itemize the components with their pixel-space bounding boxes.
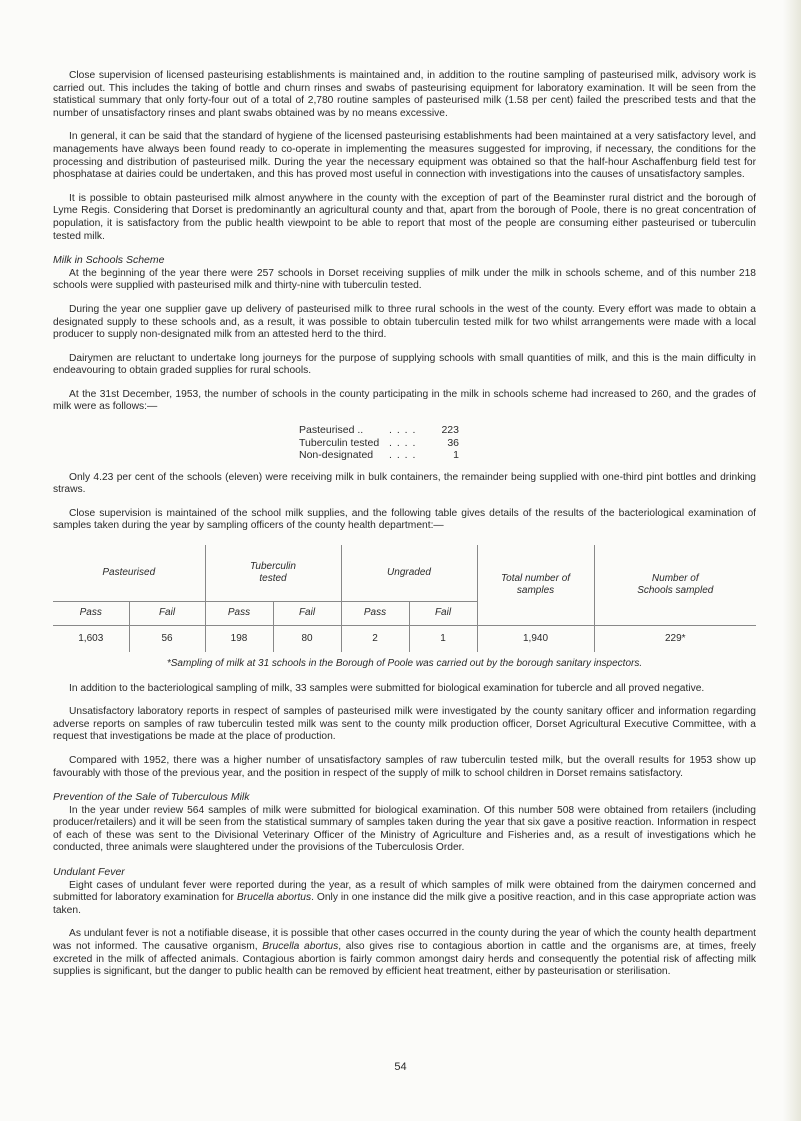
school-milk-results-table (53, 545, 756, 652)
organism-name: Brucella abortus (236, 892, 312, 904)
grade-row (299, 437, 756, 450)
milk-grades-list (299, 424, 756, 462)
leader-dots: . . . . (389, 436, 417, 449)
page-edge-shadow (783, 0, 801, 1121)
grade-count: 1 (453, 449, 459, 462)
header-tuberculin-tested (205, 545, 341, 602)
cell-ungraded-pass: 2 (341, 625, 409, 652)
paragraph: At the 31st December, 1953, the number of schools in the county participating in the milk in schools scheme had increased to 260, and the grades of milk were as follows:— (53, 388, 756, 413)
grade-label: Tuberculin tested (299, 436, 380, 449)
table-footnote: *Sampling of milk at 31 schools in the Borough of Poole was carried out by the borough sanitary inspectors. (166, 657, 643, 669)
paragraph: During the year one supplier gave up delivery of pasteurised milk to three rural schools in the west of the county. Every effort was made to obtain a designated supply to these schools and, as a result, it was possible to obtain tuberculin tested milk for two whilst arrangements were made with a local producer to supply non-designated milk from an attested herd to the third. (53, 303, 756, 341)
text-run: . Only in one instance did the milk give a positive reaction, and in this case appropriate action was taken. (53, 892, 756, 916)
paragraph: In the year under review 564 samples of milk were submitted for biological examination. Of this number 508 were obtained from retailers (including producer/retailers) and it will be seen from the statistical summary of samples taken during the year that six gave a positive reaction. Information in respect of each of these was sent to the Divisional Veterinary Officer of the Ministry of Agriculture and Fisheries and, as a result of investigations which he conducted, three animals were slaughtered under the provisions of the Tuberculosis Order. (53, 804, 756, 854)
header-ungraded: Ungraded (341, 545, 477, 602)
paragraph: Close supervision is maintained of the school milk supplies, and the following table gives details of the results of the bacteriological examination of samples taken during the year by sampling officers of the county health department:— (53, 507, 756, 532)
cell-schools-sampled: 229* (594, 625, 756, 652)
section-heading-prevention: Prevention of the Sale of Tuberculous Milk (53, 791, 250, 804)
grade-label: Pasteurised .. (299, 424, 364, 437)
paragraph: In addition to the bacteriological sampling of milk, 33 samples were submitted for biological examination for tubercle and all proved negative. (69, 682, 705, 694)
paragraph: Compared with 1952, there was a higher number of unsatisfactory samples of raw tuberculin tested milk, but the overall results for 1953 show up favourably with those of the previous year, and the position in respect of the supply of milk to school children in Dorset remains satisfactory. (53, 754, 756, 779)
paragraph: Dairymen are reluctant to undertake long journeys for the purpose of supplying schools with small quantities of milk, and this is the main difficulty in endeavouring to obtain graded supplies for rural schools. (53, 352, 756, 377)
grade-count: 36 (447, 436, 459, 449)
subheader-fail: Fail (273, 601, 341, 625)
cell-pasteurised-fail: 56 (129, 625, 205, 652)
text-run: , also gives rise to contagious abortion in cattle and the organisms are, at times, freely excreted in the milk of affected animals. Contagious abortion is fairly common amongst dairy herds and consequently the potential risk of affecting milk supplies is significant, but the danger to public health can be removed by efficient heat treatment, either by pasteurisation or sterilisation. (53, 941, 756, 978)
grade-row (299, 424, 756, 437)
text-run: Eight cases of undulant fever were reported during the year, as a result of which samples of milk were obtained from the dairymen concerned and submitted for laboratory examination for (53, 879, 756, 904)
subheader-fail: Fail (129, 601, 205, 625)
paragraph: At the beginning of the year there were 257 schools in Dorset receiving supplies of milk under the milk in schools scheme, and of this number 218 schools were supplied with pasteurised milk and thirty-nine with tuberculin tested. (53, 267, 756, 292)
grade-count: 223 (441, 424, 459, 437)
subheader-pass: Pass (53, 601, 129, 625)
header-schools-sampled (594, 545, 756, 626)
paragraph: Only 4.23 per cent of the schools (eleven) were receiving milk in bulk containers, the remainder being supplied with one-third pint bottles and drinking straws. (53, 471, 756, 496)
organism-name: Brucella abortus (262, 941, 339, 953)
cell-total-samples: 1,940 (477, 625, 594, 652)
grade-label: Non-designated (299, 449, 374, 462)
cell-ungraded-fail: 1 (409, 625, 477, 652)
leader-dots: . . . . (389, 424, 417, 437)
subheader-pass: Pass (341, 601, 409, 625)
header-text: Total number of samples (500, 572, 571, 596)
cell-tuberculin-fail: 80 (273, 625, 341, 652)
cell-pasteurised-pass: 1,603 (53, 625, 129, 652)
header-text: Number of Schools sampled (637, 572, 714, 596)
table-row (53, 625, 756, 652)
header-pasteurised: Pasteurised (53, 545, 205, 602)
paragraph: In general, it can be said that the standard of hygiene of the licensed pasteurising establishments had been maintained at a very satisfactory level, and managements have always been found ready to co-operate in implementing the measures suggested for improving, if necessary, the conditions for the processing and distribution of pasteurised milk. During the year the necessary equipment was obtained so that the half-hour Aschaffenburg field test for phosphatase at dairies could be undertaken, and this has proved most useful in connection with investigations into the causes of unsatisfactory samples. (53, 131, 756, 181)
paragraph: Close supervision of licensed pasteurising establishments is maintained and, in addition to the routine sampling of pasteurised milk, advisory work is carried out. This includes the taking of bottle and churn rinses and swabs of pasteurising equipment for laboratory examination. It will be seen from the statistical summary that only forty-four out of a total of 2,780 routine samples of pasteurised milk (1.58 per cent) failed the prescribed tests and that the number of unsatisfactory rinses and plant swabs obtained was by no means excessive. (53, 70, 756, 119)
paragraph (53, 880, 756, 918)
section-heading-milk-in-schools: Milk in Schools Scheme (53, 254, 165, 267)
cell-tuberculin-pass: 198 (205, 625, 273, 652)
leader-dots: . . . . (389, 449, 417, 462)
paragraph: Unsatisfactory laboratory reports in respect of samples of pasteurised milk were investigated by the county sanitary officer and information regarding adverse reports on samples of raw tuberculin tested milk was sent to the county milk production officer, Dorset Agricultural Executive Committee, with a request that investigations be made at the place of production. (53, 706, 756, 743)
text-run: As undulant fever is not a notifiable disease, it is possible that other cases occurred in the county during the year of which the county health department was not informed. The causative organism, (53, 928, 756, 953)
subheader-fail: Fail (409, 601, 477, 625)
page-number: 54 (394, 1061, 407, 1073)
paragraph: It is possible to obtain pasteurised milk almost anywhere in the county with the exception of part of the Beaminster rural district and the borough of Lyme Regis. Considering that Dorset is predominantly an agricultural county and that, apart from the borough of Poole, there is no great concentration of population, it is satisfactory from the public health viewpoint to be able to report that most of the people are consuming either pasteurised or tuberculin tested milk. (53, 192, 756, 242)
header-text: Tuberculin tested (250, 560, 296, 584)
subheader-pass: Pass (205, 601, 273, 625)
grade-row (299, 449, 756, 462)
table-header-row (53, 545, 756, 602)
section-heading-undulant-fever: Undulant Fever (53, 866, 125, 879)
header-total-samples (477, 545, 594, 626)
document-page (53, 70, 756, 990)
paragraph (53, 928, 756, 978)
